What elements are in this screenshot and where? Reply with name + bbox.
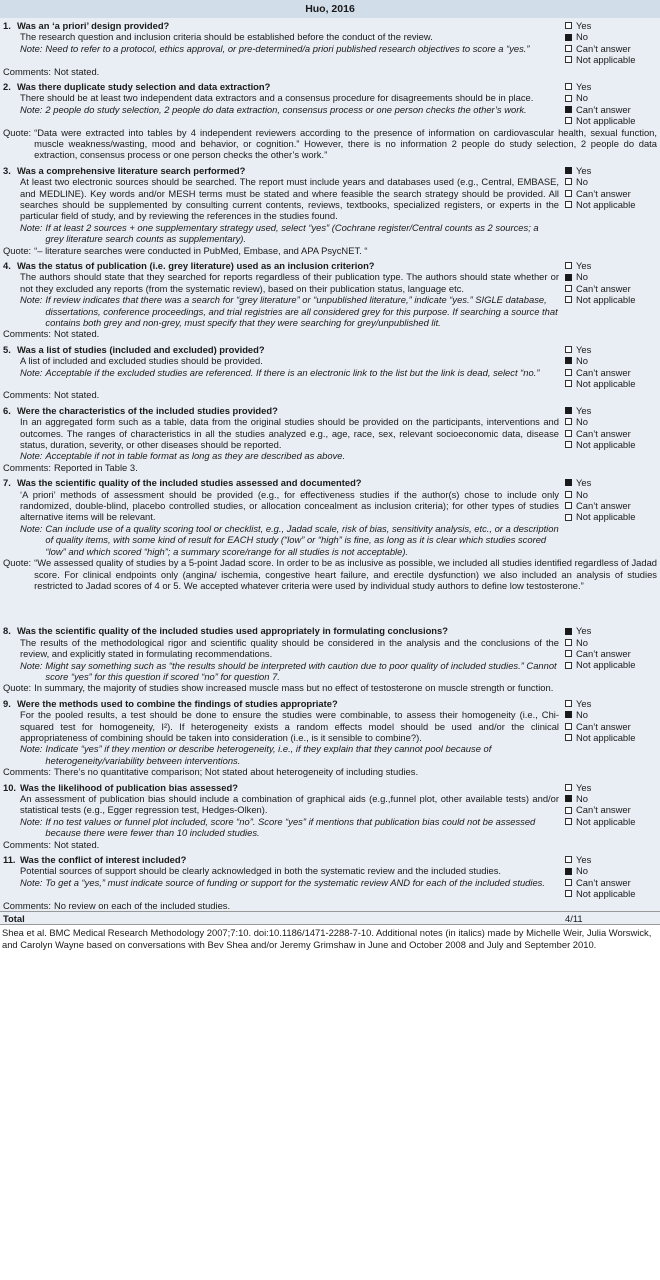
question-description: A list of included and excluded studies should be provided. <box>20 355 263 367</box>
question-note <box>3 222 559 245</box>
answer-option-label: Yes <box>576 404 592 416</box>
answer-option-label: No <box>576 271 588 283</box>
table-title: Huo, 2016 <box>0 0 660 18</box>
unchecked-box-icon[interactable] <box>565 491 572 498</box>
question-comments <box>3 389 657 400</box>
answer-option-label: Yes <box>576 697 592 709</box>
unchecked-box-icon[interactable] <box>565 639 572 646</box>
answer-option-label: Can’t answer <box>576 876 631 888</box>
question-quote <box>3 557 657 591</box>
question-text: Was the likelihood of publication bias assessed? <box>20 781 238 793</box>
comments-text: Reported in Table 3. <box>53 461 138 473</box>
checked-box-icon[interactable] <box>565 479 572 486</box>
question-item-1 <box>3 20 657 77</box>
quote-text: “We assessed quality of studies by a 5-point Jadad score. In order to be as inclusive as possible, we included all studies identified regardless of Jadad score. For clinical endpoints only (angina/ ischemia, congestive heart failure, and erectile dysfunction) we also included an analysis of studies restricted to Jadad scores of 4 or 5. We accepted whatever criteria were used by individual study authors to define low testosterone.” <box>34 557 657 591</box>
question-text: Was a list of studies (included and excluded) provided? <box>17 343 265 355</box>
checked-box-icon[interactable] <box>565 167 572 174</box>
note-label: Note: <box>20 366 43 378</box>
answer-options <box>565 81 657 127</box>
answer-options <box>565 782 657 839</box>
unchecked-box-icon[interactable] <box>565 784 572 791</box>
question-text: Was the scientific quality of the included studies used appropriately in formulating conclusions? <box>17 625 448 637</box>
question-item-8 <box>3 625 657 693</box>
answer-option[interactable] <box>565 416 657 427</box>
answer-options <box>565 625 657 682</box>
checked-box-icon[interactable] <box>565 274 572 281</box>
answer-option-label: Yes <box>576 854 592 866</box>
question-quote <box>3 245 657 256</box>
answer-option-label: Can’t answer <box>576 648 631 660</box>
answer-option[interactable] <box>565 260 657 271</box>
note-label: Note: <box>20 659 43 671</box>
note-label: Note: <box>20 522 43 534</box>
question-item-11 <box>3 854 657 911</box>
answer-option[interactable] <box>565 888 657 899</box>
question-item-10 <box>3 782 657 850</box>
checked-box-icon[interactable] <box>565 106 572 113</box>
comments-label: Comments: <box>3 65 51 77</box>
answer-option-label: Yes <box>576 343 592 355</box>
checked-box-icon[interactable] <box>565 407 572 414</box>
question-item-7 <box>3 477 657 591</box>
total-label: Total <box>3 913 25 924</box>
question-title <box>3 854 559 865</box>
question-text: Was an ‘a priori’ design provided? <box>17 20 170 31</box>
answer-option-label: Not applicable <box>576 378 636 390</box>
question-comments <box>3 328 657 339</box>
comments-label: Comments: <box>3 389 51 401</box>
answer-option[interactable] <box>565 405 657 416</box>
answer-option[interactable] <box>565 698 657 709</box>
question-title <box>3 81 559 92</box>
question-number: 4. <box>3 260 11 271</box>
question-text: Was there duplicate study selection and data extraction? <box>17 80 271 92</box>
unchecked-box-icon[interactable] <box>565 807 572 814</box>
unchecked-box-icon[interactable] <box>565 380 572 387</box>
note-label: Note: <box>20 103 43 115</box>
note-text: Acceptable if not in table format as long as they are described as above. <box>45 450 346 462</box>
question-text: Was the conflict of interest included? <box>20 854 187 866</box>
answer-option[interactable] <box>565 81 657 92</box>
answer-option-label: Can’t answer <box>576 366 631 378</box>
question-title <box>3 20 559 31</box>
comments-label: Comments: <box>3 766 51 778</box>
comments-text: Not stated. <box>53 389 100 401</box>
question-number: 2. <box>3 80 11 92</box>
answer-option[interactable] <box>565 294 657 305</box>
unchecked-box-icon[interactable] <box>565 190 572 197</box>
note-text: Indicate “yes” if they mention or describe heterogeneity, i.e., if they explain that they cannot pool because of heterogeneity/variability between interventions. <box>45 743 492 766</box>
comments-text: Not stated. <box>53 65 100 77</box>
question-note <box>3 43 559 54</box>
answer-option[interactable] <box>565 793 657 804</box>
answer-options <box>565 405 657 462</box>
comments-text: Not stated. <box>53 328 100 340</box>
unchecked-box-icon[interactable] <box>565 441 572 448</box>
answer-option-label: Yes <box>576 80 592 92</box>
question-description: The authors should state that they searched for reports regardless of their publication type. The authors should state whether or not they excluded any reports (from the systematic review), based on their publication status, language etc. <box>20 271 559 294</box>
question-comments <box>3 900 657 911</box>
unchecked-box-icon[interactable] <box>565 262 572 269</box>
answer-option-label: Can’t answer <box>576 720 631 732</box>
question-note <box>3 877 559 888</box>
question-note <box>3 660 559 683</box>
answer-option[interactable] <box>565 477 657 488</box>
quote-text: “– literature searches were conducted in PubMed, Embase, and APA PsycNET. “ <box>34 244 368 256</box>
answer-option-label: Not applicable <box>576 731 636 743</box>
answer-options <box>565 854 657 900</box>
answer-option-label: No <box>576 416 588 428</box>
comments-text: No review on each of the included studies. <box>53 899 231 911</box>
unchecked-box-icon[interactable] <box>565 723 572 730</box>
answer-option[interactable] <box>565 378 657 389</box>
unchecked-box-icon[interactable] <box>565 430 572 437</box>
note-text: Acceptable if the excluded studies are referenced. If there is an electronic link to the list but the link is dead, select “no.” <box>45 366 540 378</box>
answer-option-label: Yes <box>576 625 592 637</box>
answer-option[interactable] <box>565 188 657 199</box>
unchecked-box-icon[interactable] <box>565 346 572 353</box>
quote-label: Quote: <box>3 126 32 138</box>
answer-option[interactable] <box>565 199 657 210</box>
comments-label: Comments: <box>3 461 51 473</box>
question-number: 7. <box>3 477 11 489</box>
question-description: At least two electronic sources should be searched. The report must include years and databases used (e.g., Central, EMBASE, and MEDLINE). Key words and/or MESH terms must be stated and where feasible the search strategy should be provided. All searches should be supplemented by consulting current contents, reviews, textbooks, specialized registers, or experts in the particular field of study, and by reviewing the references in the studies found. <box>20 176 559 222</box>
answer-option-label: No <box>576 488 588 500</box>
question-description: The results of the methodological rigor and scientific quality should be considered in the analysis and the conclusions of the review, and explicitly stated in formulating recommendations. <box>20 636 559 660</box>
answer-option-label: Can’t answer <box>576 427 631 439</box>
unchecked-box-icon[interactable] <box>565 650 572 657</box>
note-text: To get a “yes,” must indicate source of funding or support for the systematic review AND for each of the included studies. <box>45 876 545 888</box>
question-text: Was the scientific quality of the included studies assessed and documented? <box>17 477 362 489</box>
question-item-3 <box>3 165 657 256</box>
answer-option[interactable] <box>565 709 657 720</box>
answer-option-label: No <box>576 31 588 43</box>
answer-option[interactable] <box>565 54 657 65</box>
answer-option[interactable] <box>565 428 657 439</box>
answer-options <box>565 260 657 328</box>
answer-options <box>565 477 657 557</box>
unchecked-box-icon[interactable] <box>565 818 572 825</box>
note-text: Might say something such as “the results should be interpreted with caution due to poor quality of included studies.” Cannot score “yes” for this question if scored “no” for question 7. <box>45 659 557 682</box>
answer-options <box>565 20 657 66</box>
answer-option-label: Not applicable <box>576 198 636 210</box>
question-item-6 <box>3 405 657 473</box>
question-description: There should be at least two independent data extractors and a consensus procedure for disagreements should be in place. <box>20 92 534 104</box>
note-text: 2 people do study selection, 2 people do data extraction, consensus process or one person checks the other’s work. <box>45 103 527 115</box>
unchecked-box-icon[interactable] <box>565 890 572 897</box>
answer-option[interactable] <box>565 165 657 176</box>
unchecked-box-icon[interactable] <box>565 117 572 124</box>
answer-option-label: Can’t answer <box>576 42 631 54</box>
answer-option-label: Yes <box>576 20 592 31</box>
answer-option-label: No <box>576 355 588 367</box>
answer-option-label: No <box>576 636 588 648</box>
question-item-5 <box>3 344 657 401</box>
question-note <box>3 367 559 378</box>
comments-text: Not stated. <box>53 838 100 850</box>
question-description: ‘A priori’ methods of assessment should be provided (e.g., for effectiveness studies if the author(s) chose to include only randomized, double-blind, placebo controlled studies, or allocation concealment as inclusion criteria); for other types of studies alternative items will be relevant. <box>20 488 559 523</box>
answer-options <box>565 165 657 245</box>
checked-box-icon[interactable] <box>565 357 572 364</box>
question-quote <box>3 682 657 693</box>
unchecked-box-icon[interactable] <box>565 45 572 52</box>
question-note <box>3 294 559 328</box>
question-text: Was the status of publication (i.e. grey literature) used as an inclusion criterion? <box>17 260 375 271</box>
unchecked-box-icon[interactable] <box>565 296 572 303</box>
question-title <box>3 782 559 793</box>
note-text: If review indicates that there was a search for “grey literature” or “unpublished literature,” indicate “yes.” SIGLE database, dissertations, conference proceedings, and trial registries are all considered grey for this purpose. If searching a source that contains both grey and non-grey, must specify that they were searching for grey/unpublished lit. <box>45 294 558 329</box>
quote-label: Quote: <box>3 682 32 694</box>
unchecked-box-icon[interactable] <box>565 178 572 185</box>
question-comments <box>3 839 657 850</box>
unchecked-box-icon[interactable] <box>565 700 572 707</box>
question-number: 1. <box>3 20 11 31</box>
answer-option[interactable] <box>565 625 657 636</box>
comments-label: Comments: <box>3 328 51 340</box>
question-title <box>3 260 559 271</box>
question-title <box>3 344 559 355</box>
note-text: If at least 2 sources + one supplementary strategy used, select “yes” (Cochrane register/Central counts as 2 sources; a grey literature search counts as supplementary). <box>45 221 539 245</box>
answer-option-label: Can’t answer <box>576 187 631 199</box>
unchecked-box-icon[interactable] <box>565 369 572 376</box>
question-comments <box>3 766 657 777</box>
question-description: The research question and inclusion criteria should be established before the conduct of the review. <box>20 31 433 43</box>
answer-option[interactable] <box>565 20 657 31</box>
answer-option-label: No <box>576 865 588 877</box>
answer-option[interactable] <box>565 92 657 103</box>
question-title <box>3 625 559 636</box>
answer-option[interactable] <box>565 104 657 115</box>
unchecked-box-icon[interactable] <box>565 662 572 669</box>
answer-option[interactable] <box>565 816 657 827</box>
total-row <box>0 911 660 925</box>
answer-option[interactable] <box>565 367 657 378</box>
answer-option-label: Can’t answer <box>576 103 631 115</box>
unchecked-box-icon[interactable] <box>565 201 572 208</box>
comments-text: There’s no quantitative comparison; Not stated about heterogeneity of including studies. <box>53 766 419 778</box>
answer-option[interactable] <box>565 865 657 876</box>
unchecked-box-icon[interactable] <box>565 22 572 29</box>
answer-option[interactable] <box>565 721 657 732</box>
question-number: 11. <box>3 854 16 866</box>
note-label: Note: <box>20 294 43 306</box>
answer-option-label: Not applicable <box>576 294 636 306</box>
checked-box-icon[interactable] <box>565 795 572 802</box>
answer-option-label: No <box>576 709 588 721</box>
question-number: 5. <box>3 343 11 355</box>
answer-option-label: Can’t answer <box>576 282 631 294</box>
answer-option-label: Not applicable <box>576 888 636 900</box>
answer-option-label: Yes <box>576 260 592 271</box>
question-quote <box>3 127 657 161</box>
question-number: 6. <box>3 404 11 416</box>
quote-text: In summary, the majority of studies show increased muscle mass but no effect of testosterone on muscle strength or function. <box>34 682 554 694</box>
answer-option[interactable] <box>565 31 657 42</box>
answer-option[interactable] <box>565 439 657 450</box>
answer-option[interactable] <box>565 355 657 366</box>
question-number: 3. <box>3 164 11 176</box>
quote-label: Quote: <box>3 557 32 569</box>
questions-list <box>0 18 660 911</box>
question-description: In an aggregated form such as a table, data from the original studies should be provided on the participants, interventions and outcomes. The ranges of characteristics in all the studies analyzed e.g., age, race, sex, relevant socioeconomic data, disease status, duration, severity, or other diseases should be reported. <box>20 416 559 451</box>
answer-option[interactable] <box>565 283 657 294</box>
unchecked-box-icon[interactable] <box>565 879 572 886</box>
unchecked-box-icon[interactable] <box>565 95 572 102</box>
answer-options <box>565 344 657 390</box>
answer-option[interactable] <box>565 782 657 793</box>
answer-option[interactable] <box>565 854 657 865</box>
unchecked-box-icon[interactable] <box>565 502 572 509</box>
answer-option[interactable] <box>565 115 657 126</box>
answer-option-label: Yes <box>576 781 592 793</box>
question-note <box>3 104 559 115</box>
answer-option[interactable] <box>565 176 657 187</box>
quote-label: Quote: <box>3 244 32 256</box>
answer-option-label: Can’t answer <box>576 500 631 512</box>
answer-option-label: Not applicable <box>576 659 636 671</box>
answer-option[interactable] <box>565 271 657 282</box>
answer-option[interactable] <box>565 500 657 511</box>
answer-option-label: Can’t answer <box>576 804 631 816</box>
checked-box-icon[interactable] <box>565 868 572 875</box>
question-note <box>3 523 559 557</box>
answer-option[interactable] <box>565 344 657 355</box>
note-label: Note: <box>20 42 43 54</box>
answer-option[interactable] <box>565 637 657 648</box>
question-description: Potential sources of support should be clearly acknowledged in both the systematic review and the included studies. <box>20 865 502 877</box>
note-label: Note: <box>20 743 43 755</box>
note-text: If no test values or funnel plot included, score “no”. Score “yes” if mentions that publication bias could not be assessed because there were fewer than 10 included studies. <box>45 815 536 839</box>
question-item-4 <box>3 260 657 340</box>
unchecked-box-icon[interactable] <box>565 856 572 863</box>
answer-option-label: Not applicable <box>576 438 636 450</box>
unchecked-box-icon[interactable] <box>565 285 572 292</box>
answer-options <box>565 698 657 766</box>
question-description: An assessment of publication bias should include a combination of graphical aids (e.g.,funnel plot, other available tests) and/or statistical tests (e.g., Egger regression test, Hedges-Olken). <box>20 793 559 816</box>
unchecked-box-icon[interactable] <box>565 734 572 741</box>
note-label: Note: <box>20 450 43 462</box>
checked-box-icon[interactable] <box>565 711 572 718</box>
quote-text: “Data were extracted into tables by 4 independent reviewers according to the presence of information on cardiovascular health, sexual function, muscle weakness/wasting, mood and behavior, or cognition.” However, there is no information 2 people do study selection, 2 people do data extraction, consensus process or one person checks the other’s work.” <box>34 126 657 161</box>
footnote: Shea et al. BMC Medical Research Methodology 2007;7:10. doi:10.1186/1471-2288-7-10. Additional notes (in italics) made by Michelle Weir, Julia Worswick, and Carolyn Wayne based on conversations with Bev Shea and/or Jeremy Grimshaw in June and October 2008 and July and September 2010. <box>0 925 660 951</box>
answer-option[interactable] <box>565 648 657 659</box>
answer-option-label: Yes <box>576 164 592 176</box>
answer-option[interactable] <box>565 489 657 500</box>
comments-label: Comments: <box>3 899 51 911</box>
question-text: Was a comprehensive literature search performed? <box>17 164 246 176</box>
answer-option[interactable] <box>565 659 657 670</box>
question-item-2 <box>3 81 657 161</box>
question-title <box>3 165 559 176</box>
unchecked-box-icon[interactable] <box>565 83 572 90</box>
answer-option[interactable] <box>565 43 657 54</box>
comments-label: Comments: <box>3 838 51 850</box>
question-item-9 <box>3 698 657 778</box>
answer-option[interactable] <box>565 732 657 743</box>
note-label: Note: <box>20 815 43 827</box>
question-title <box>3 698 559 709</box>
checked-box-icon[interactable] <box>565 34 572 41</box>
answer-option[interactable] <box>565 511 657 522</box>
question-comments <box>3 66 657 77</box>
answer-option-label: No <box>576 92 588 104</box>
note-text: Can include use of a quality scoring tool or checklist, e.g., Jadad scale, risk of bias, sensitivity analysis, etc., or a description of quality items, with some kind of result for EACH study (“low” or “high” is fine, as long as it is clear which studies scored “low” and which scored “high”; a summary score/range for all studies is not acceptable). <box>45 522 559 557</box>
question-text: Were the methods used to combine the findings of studies appropriate? <box>17 697 338 709</box>
total-value: 4/11 <box>565 913 583 924</box>
answer-option-label: Yes <box>576 477 592 489</box>
question-number: 8. <box>3 625 11 637</box>
question-note <box>3 816 559 839</box>
question-title <box>3 405 559 416</box>
question-text: Were the characteristics of the included studies provided? <box>17 404 278 416</box>
question-title <box>3 477 559 488</box>
unchecked-box-icon[interactable] <box>565 56 572 63</box>
answer-option-label: Not applicable <box>576 115 636 127</box>
answer-option-label: Not applicable <box>576 511 636 523</box>
checked-box-icon[interactable] <box>565 628 572 635</box>
note-label: Note: <box>20 221 43 233</box>
question-number: 9. <box>3 697 11 709</box>
unchecked-box-icon[interactable] <box>565 514 572 521</box>
answer-option-label: No <box>576 792 588 804</box>
answer-option[interactable] <box>565 877 657 888</box>
question-number: 10. <box>3 781 17 793</box>
answer-option[interactable] <box>565 804 657 815</box>
question-note <box>3 450 559 461</box>
unchecked-box-icon[interactable] <box>565 418 572 425</box>
question-comments <box>3 462 657 473</box>
answer-option-label: Not applicable <box>576 54 636 66</box>
question-note <box>3 743 559 766</box>
note-text: Need to refer to a protocol, ethics approval, or pre-determined/a priori published research objectives to score a “yes.” <box>45 42 530 54</box>
question-description: For the pooled results, a test should be done to ensure the studies were combinable, to assess their homogeneity (i.e., Chi-squared test for homogeneity, I²). If heterogeneity exists a random effects model should be used and/or the clinical appropriateness of combining should be taken into consideration (i.e., is it sensible to combine?). <box>20 709 559 743</box>
answer-option-label: No <box>576 176 588 188</box>
note-label: Note: <box>20 876 43 888</box>
answer-option-label: Not applicable <box>576 815 636 827</box>
